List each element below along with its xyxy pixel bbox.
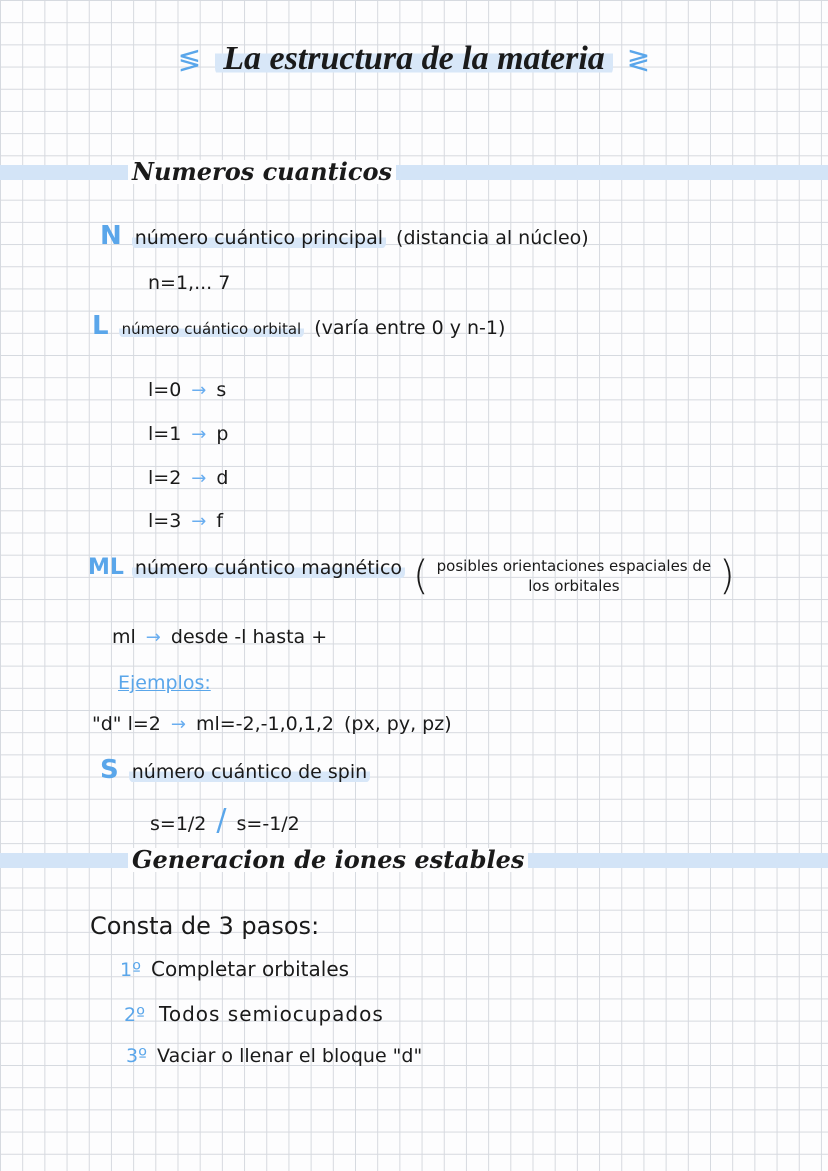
- examples-label: Ejemplos:: [118, 672, 211, 694]
- step-number: 3º: [126, 1045, 148, 1067]
- l-line: [92, 312, 505, 341]
- m-rule: desde -l hasta +: [170, 626, 328, 648]
- l-orbital: s: [216, 379, 227, 401]
- n-letter: N: [100, 221, 122, 251]
- l-orbital: f: [216, 510, 224, 532]
- step: [124, 1003, 384, 1026]
- step-text: Todos semiocupados: [159, 1002, 384, 1026]
- l-item: [148, 424, 228, 445]
- l-item: [148, 511, 223, 532]
- example-rhs: ml=-2,-1,0,1,2: [195, 713, 334, 735]
- step-text: Vaciar o llenar el bloque "d": [157, 1045, 423, 1067]
- spin-up: s=1/2: [150, 813, 207, 835]
- s-text: número cuántico de spin: [129, 762, 370, 783]
- ions-intro: Consta de 3 pasos:: [90, 912, 320, 940]
- n-text: número cuántico principal: [132, 228, 386, 249]
- l-orbital: d: [216, 467, 229, 489]
- arrow-icon: →: [191, 424, 207, 445]
- l-eq: l=3: [148, 510, 182, 532]
- n-line: [100, 222, 589, 251]
- m-rule-line: [112, 627, 327, 648]
- separator: /: [216, 803, 227, 838]
- l-item: [148, 380, 226, 401]
- m-note-line2: los orbitales: [528, 577, 620, 595]
- m-rule-lhs: ml: [112, 626, 136, 648]
- step: [126, 1046, 422, 1067]
- m-text: número cuántico magnético: [132, 558, 405, 579]
- section-heading: Numeros cuanticos: [128, 160, 396, 184]
- l-eq: l=1: [148, 423, 182, 445]
- spin-values: [150, 804, 300, 837]
- spin-down: s=-1/2: [236, 813, 300, 835]
- example-lhs: "d" l=2: [92, 713, 161, 735]
- step: [120, 958, 349, 981]
- arrow-icon: →: [145, 627, 161, 648]
- step-text: Completar orbitales: [151, 957, 350, 981]
- title-row: [0, 40, 828, 78]
- m-letter: ML: [88, 555, 124, 580]
- arrow-icon: →: [191, 468, 207, 489]
- s-letter: S: [100, 755, 119, 785]
- page-title: La estructura de la materia: [215, 40, 613, 78]
- l-eq: l=0: [148, 379, 182, 401]
- section-band: [0, 165, 828, 180]
- m-note: [437, 558, 712, 595]
- step-number: 2º: [124, 1004, 146, 1026]
- sparkle-right-icon: ≷: [626, 42, 651, 76]
- arrow-icon: →: [191, 380, 207, 401]
- l-note: (varía entre 0 y n-1): [314, 317, 506, 339]
- l-item: [148, 468, 228, 489]
- l-text: número cuántico orbital: [119, 321, 305, 338]
- paren-open: (: [413, 553, 429, 599]
- section-heading: Generacion de iones estables: [128, 848, 528, 872]
- m-note-line1: posibles orientaciones espaciales de: [436, 556, 712, 575]
- l-eq: l=2: [148, 467, 182, 489]
- example-note: (px, py, pz): [344, 713, 452, 735]
- n-value: n=1,... 7: [148, 272, 231, 294]
- n-note: (distancia al núcleo): [396, 227, 589, 249]
- l-letter: L: [92, 311, 109, 341]
- s-line: [100, 756, 370, 785]
- example-line: [92, 714, 452, 735]
- arrow-icon: →: [170, 714, 186, 735]
- sparkle-left-icon: ≶: [177, 42, 202, 76]
- paren-close: ): [719, 553, 735, 599]
- l-orbital: p: [216, 423, 229, 445]
- step-number: 1º: [120, 959, 142, 981]
- arrow-icon: →: [191, 511, 207, 532]
- m-line: [88, 553, 735, 599]
